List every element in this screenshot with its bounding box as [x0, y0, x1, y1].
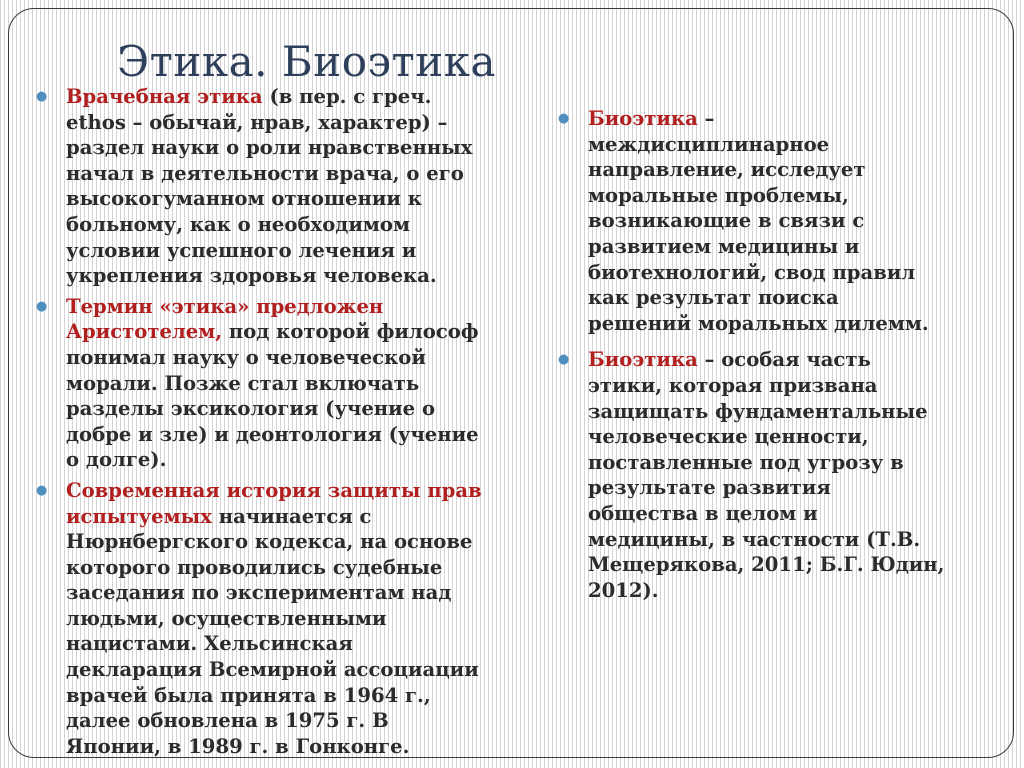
text-line: [66, 631, 526, 657]
text-line: [66, 447, 526, 473]
text-line: [66, 186, 526, 212]
text-line: [66, 345, 526, 371]
bullet-item: [36, 84, 526, 289]
text-line: [588, 552, 998, 578]
highlighted-term: Аристотелем,: [66, 320, 223, 344]
text-line: [588, 501, 998, 527]
text-line: [588, 234, 998, 260]
highlighted-term: испытуемых: [66, 504, 212, 528]
text-segment: поставленные под угрозу в: [588, 450, 904, 474]
text-line: [66, 529, 526, 555]
text-line: [66, 657, 526, 683]
text-line: [588, 527, 998, 553]
text-line: [66, 84, 526, 110]
text-line: [588, 106, 998, 132]
text-line: [66, 683, 526, 709]
text-line: [588, 424, 998, 450]
bullet-dot-icon: ●: [36, 298, 48, 314]
text-segment: врачей была принята в 1964 г.,: [66, 683, 431, 707]
text-segment: начинается с: [211, 504, 372, 528]
text-segment: Японии, в 1989 г. в Гонконге.: [66, 734, 410, 758]
text-line: [66, 708, 526, 734]
text-line: [66, 478, 526, 504]
highlighted-term: Современная история защиты прав: [66, 478, 482, 502]
text-line: [66, 212, 526, 238]
text-segment: Нюрнбергского кодекса, на основе: [66, 530, 473, 554]
text-segment: Мещерякова, 2011; Б.Г. Юдин,: [588, 553, 945, 577]
text-segment: высокогуманном отношении к: [66, 187, 422, 211]
bullet-dot-icon: ●: [36, 482, 48, 498]
text-line: [588, 399, 998, 425]
text-segment: заседания по экспериментам над: [66, 581, 452, 605]
text-line: [66, 161, 526, 187]
left-column: [36, 84, 526, 764]
text-segment: о долге).: [66, 448, 167, 472]
text-segment: общества в целом и: [588, 501, 818, 525]
text-segment: направление, исследует: [588, 158, 866, 182]
text-line: [66, 580, 526, 606]
bullet-dot-icon: ●: [36, 89, 48, 104]
text-segment: биотехнологий, свод правил: [588, 260, 916, 284]
text-segment: раздел науки о роли нравственных: [66, 136, 473, 160]
text-line: [66, 396, 526, 422]
text-line: [588, 208, 998, 234]
text-segment: как результат поиска: [588, 286, 839, 310]
text-line: [66, 319, 526, 345]
bullet-item: [36, 294, 526, 473]
text-segment: – особая часть: [697, 348, 871, 372]
text-line: [66, 110, 526, 136]
bullet-dot-icon: ●: [558, 111, 570, 126]
text-segment: добре и зле) и деонтология (учение: [66, 422, 479, 446]
text-line: [66, 371, 526, 397]
highlighted-term: Врачебная этика: [66, 85, 263, 108]
text-line: [66, 555, 526, 581]
text-segment: возникающие в связи с: [588, 209, 865, 233]
text-segment: понимал науку о человеческой: [66, 345, 426, 369]
text-line: [66, 504, 526, 530]
text-segment: которого проводились судебные: [66, 555, 443, 579]
text-line: [66, 734, 526, 760]
text-segment: этики, которая призвана: [588, 373, 878, 397]
bullet-item: [36, 478, 526, 760]
text-segment: укрепления здоровья человека.: [66, 264, 437, 288]
text-segment: развитием медицины и: [588, 234, 860, 258]
text-line: [66, 606, 526, 632]
text-line: [66, 294, 526, 320]
text-segment: больному, как о необходимом: [66, 212, 410, 236]
text-line: [66, 422, 526, 448]
bullet-item: [558, 106, 998, 336]
text-line: [588, 260, 998, 286]
highlighted-term: Биоэтика: [588, 348, 698, 372]
highlighted-term: Термин «этика» предложен: [66, 294, 384, 318]
text-segment: ethos – обычай, нрав, характер) –: [66, 110, 448, 134]
text-line: [588, 347, 998, 373]
text-segment: людьми, осуществленными: [66, 606, 387, 630]
text-segment: декларация Всемирной ассоциации: [66, 658, 479, 682]
text-segment: результате развития: [588, 476, 831, 500]
text-line: [588, 450, 998, 476]
text-segment: начал в деятельности врача, о его: [66, 161, 464, 185]
text-segment: защищать фундаментальные: [588, 399, 928, 423]
text-line: [588, 183, 998, 209]
bullet-item: [558, 347, 998, 603]
text-segment: междисциплинарное: [588, 132, 830, 156]
text-segment: условии успешного лечения и: [66, 238, 417, 262]
text-line: [66, 238, 526, 264]
bullet-dot-icon: ●: [558, 352, 570, 368]
text-segment: морали. Позже стал включать: [66, 371, 420, 395]
text-segment: решений моральных дилемм.: [588, 311, 929, 335]
text-line: [588, 578, 998, 604]
text-line: [66, 135, 526, 161]
text-segment: –: [697, 107, 715, 130]
text-segment: человеческие ценности,: [588, 425, 869, 449]
text-segment: моральные проблемы,: [588, 183, 849, 207]
text-segment: 2012).: [588, 578, 659, 602]
text-segment: под которой философ: [222, 320, 479, 344]
text-segment: (в пер. с греч.: [262, 85, 432, 108]
highlighted-term: Биоэтика: [588, 107, 698, 130]
slide-title: Этика. Биоэтика: [117, 37, 497, 87]
text-line: [66, 263, 526, 289]
text-line: [588, 285, 998, 311]
text-line: [588, 373, 998, 399]
text-segment: медицины, в частности (Т.В.: [588, 527, 921, 551]
right-column: [558, 106, 998, 614]
text-line: [588, 475, 998, 501]
text-line: [588, 132, 998, 158]
text-segment: далее обновлена в 1975 г. В: [66, 709, 389, 733]
text-line: [588, 311, 998, 337]
text-segment: нацистами. Хельсинская: [66, 632, 353, 656]
text-line: [588, 157, 998, 183]
text-segment: разделы эксикология (учение о: [66, 397, 436, 421]
